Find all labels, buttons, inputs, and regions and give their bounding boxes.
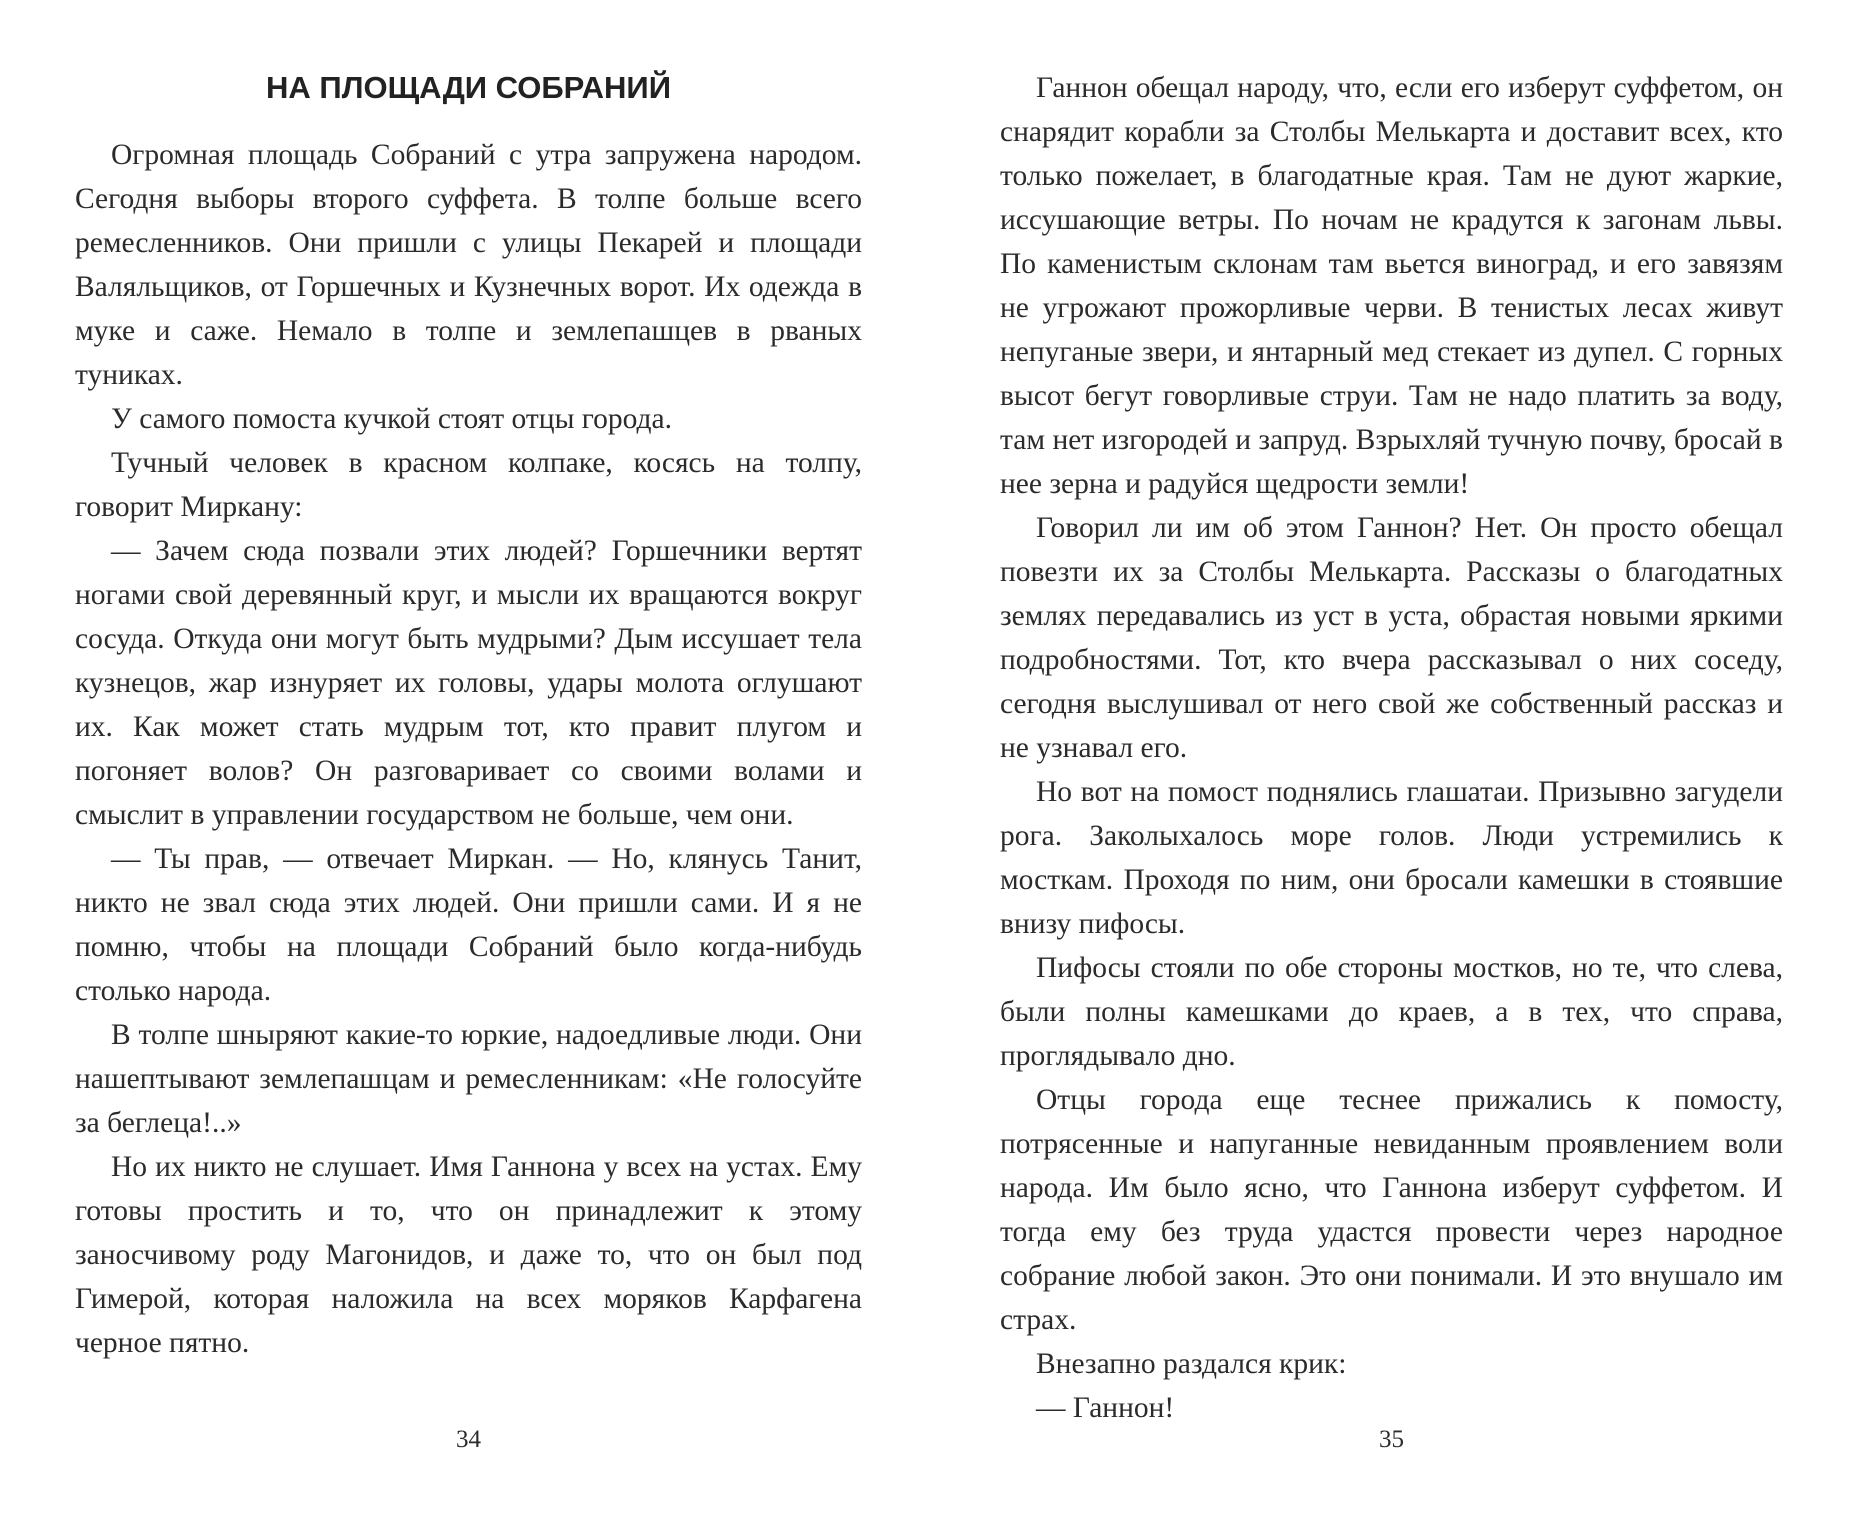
paragraph: Ганнон обещал народу, что, если его изберут суффетом, он снарядит корабли за Столбы Мелькарта и доставит всех, кто только пожелает, в благодатные края. Там не дуют жаркие, иссушающие ветры. По ночам не крадутся к загонам львы. По каменистым склонам там вьется виноград, и его завязям не угрожают прожорливые черви. В тенистых лесах живут непуганые звери, и янтарный мед стекает из дупел. С горных высот бегут говорливые струи. Там не надо платить за воду, там нет изгородей и запруд. Взрыхляй тучную почву, бросай в нее зерна и радуйся щедрости земли!: [1000, 72, 1783, 500]
paragraph: Внезапно раздался крик:: [1036, 1348, 1347, 1380]
paragraph: Но их никто не слушает. Имя Ганнона у всех на устах. Ему готовы простить и то, что он принадлежит к этому заносчивому роду Магонидов, и даже то, что он был под Гимерой, которая наложила на всех моряков Карфагена черное пятно.: [75, 1151, 862, 1359]
paragraph: Но вот на помост поднялись глашатаи. Призывно загудели рога. Заколыхалось море голов. Люди устремились к мосткам. Проходя по ним, они бросали камешки в стоявшие внизу пифосы.: [1000, 776, 1783, 940]
paragraph: Тучный человек в красном колпаке, косясь на толпу, говорит Миркану:: [75, 447, 862, 523]
left-page-text: [75, 133, 862, 1365]
page-number-right: 35: [1379, 1426, 1404, 1453]
paragraph: Отцы города еще теснее прижались к помосту, потрясенные и напуганные невиданным проявлением воли народа. Им было ясно, что Ганнона изберут суффетом. И тогда ему без труда удастся провести через народное собрание любой закон. Это они понимали. И это внушало им страх.: [1000, 1084, 1783, 1336]
paragraph: — Ты прав, — отвечает Миркан. — Но, клянусь Танит, никто не звал сюда этих людей. Они пришли сами. И я не помню, чтобы на площади Собраний было когда-нибудь столько народа.: [75, 843, 862, 1007]
paragraph: Пифосы стояли по обе стороны мостков, но те, что слева, были полны камешками до краев, а в тех, что справа, проглядывало дно.: [1000, 952, 1783, 1072]
paragraph: Огромная площадь Собраний с утра запружена народом. Сегодня выборы второго суффета. В толпе больше всего ремесленников. Они пришли с улицы Пекарей и площади Валяльщиков, от Горшечных и Кузнечных ворот. Их одежда в муке и саже. Немало в толпе и землепашцев в рваных туниках.: [75, 139, 862, 391]
right-page-text: [1000, 66, 1783, 1430]
paragraph: — Зачем сюда позвали этих людей? Горшечники вертят ногами свой деревянный круг, и мысли их вращаются вокруг сосуда. Откуда они могут быть мудрыми? Дым иссушает тела кузнецов, жар изнуряет их головы, удары молота оглушают их. Как может стать мудрым тот, кто правит плугом и погоняет волов? Он разговаривает со своими волами и смыслит в управлении государством не больше, чем они.: [75, 535, 862, 831]
paragraph: У самого помоста кучкой стоят отцы города.: [111, 403, 673, 435]
paragraph: Говорил ли им об этом Ганнон? Нет. Он просто обещал повезти их за Столбы Мелькарта. Рассказы о благодатных землях передавались из уст в уста, обрастая новыми яркими подробностями. Тот, кто вчера рассказывал о них соседу, сегодня выслушивал от него свой же собственный рассказ и не узнавал его.: [1000, 512, 1783, 764]
page-number-left: 34: [456, 1426, 481, 1453]
chapter-title: НА ПЛОЩАДИ СОБРАНИЙ: [266, 70, 671, 105]
paragraph: В толпе шныряют какие-то юркие, надоедливые люди. Они нашептывают землепашцам и ремесленникам: «Не голосуйте за беглеца!..»: [75, 1019, 862, 1139]
paragraph: — Ганнон!: [1036, 1392, 1175, 1424]
